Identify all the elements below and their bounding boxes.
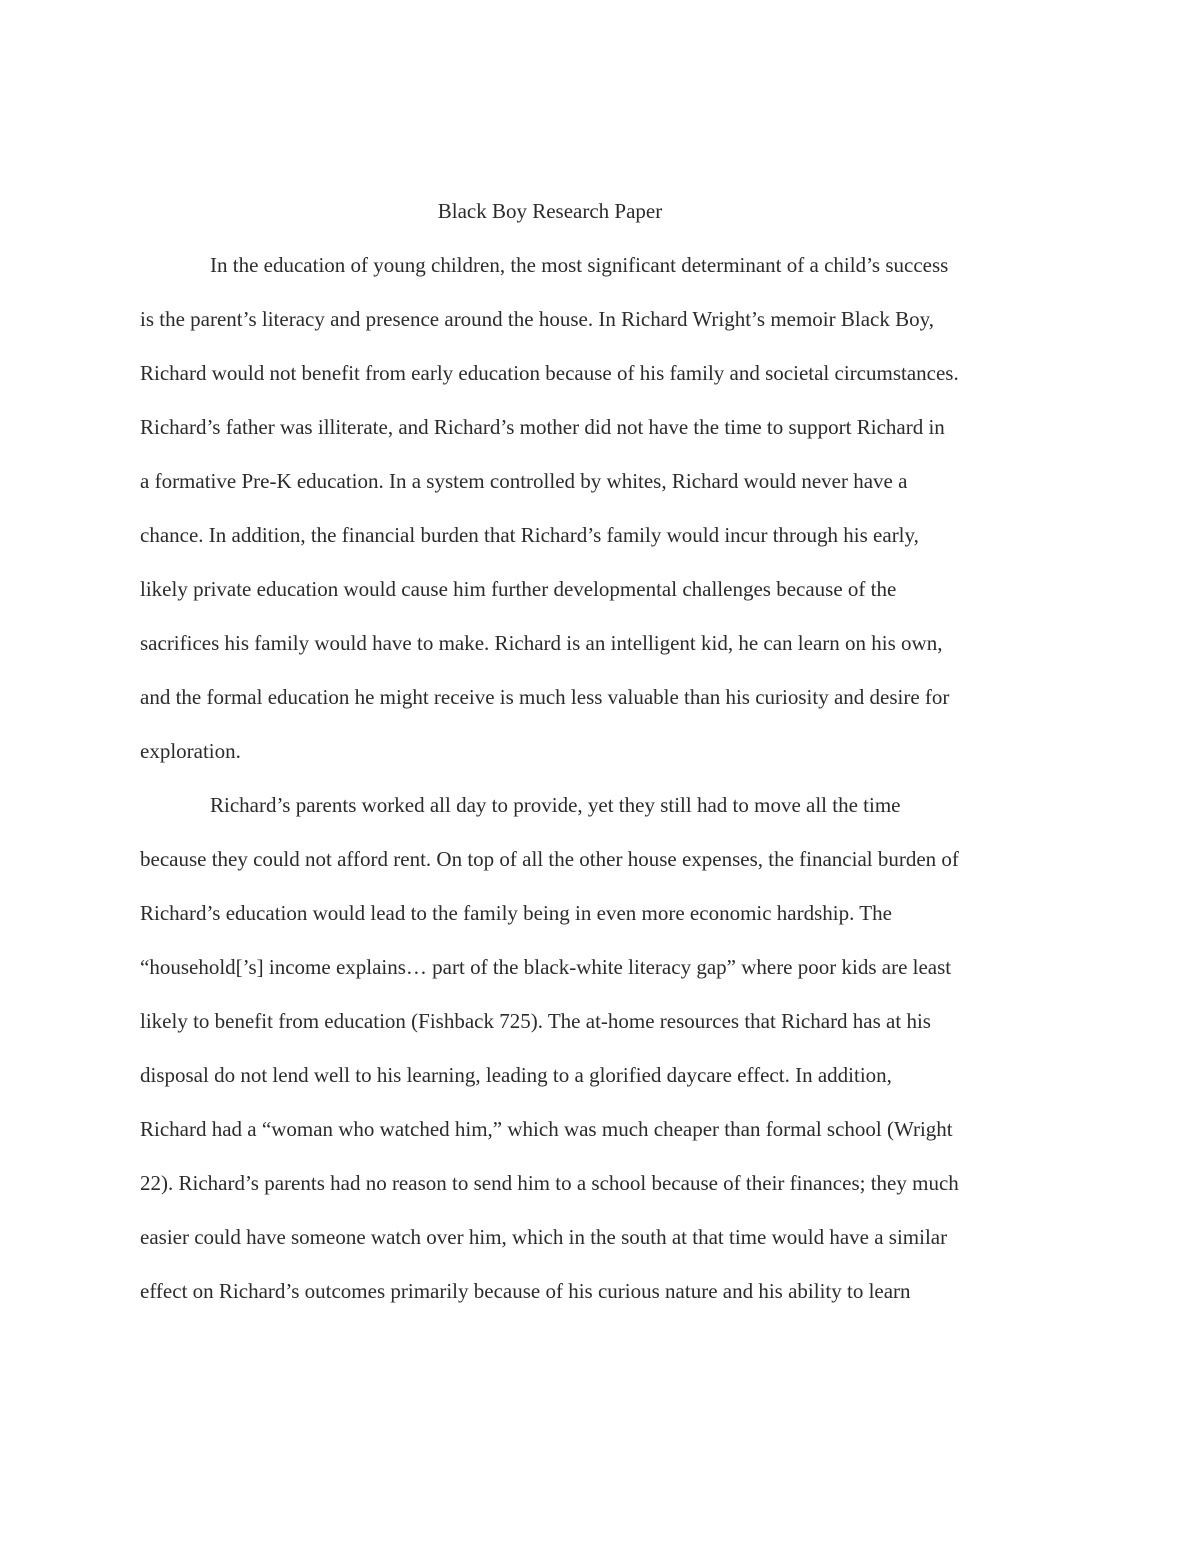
text-line: Richard’s parents worked all day to provide, yet they still had to move all the time	[210, 793, 901, 817]
text-line: likely private education would cause him further developmental challenges because of the	[140, 577, 897, 601]
text-line: Richard’s father was illiterate, and Richard’s mother did not have the time to support Richard in	[140, 415, 945, 439]
text-line: 22). Richard’s parents had no reason to send him to a school because of their finances; they much	[140, 1171, 959, 1195]
text-line: disposal do not lend well to his learning, leading to a glorified daycare effect. In addition,	[140, 1063, 892, 1087]
page-title: Black Boy Research Paper	[437, 199, 663, 223]
text-line: likely to benefit from education (Fishback 725). The at-home resources that Richard has at his	[140, 1009, 931, 1033]
text-line: a formative Pre-K education. In a system controlled by whites, Richard would never have a	[140, 469, 908, 493]
text-line: Richard’s education would lead to the family being in even more economic hardship. The	[140, 901, 892, 925]
text-line: exploration.	[140, 739, 241, 763]
text-line: chance. In addition, the financial burden that Richard’s family would incur through his early,	[140, 523, 919, 547]
text-line: because they could not afford rent. On top of all the other house expenses, the financial burden of	[140, 847, 959, 871]
text-line: is the parent’s literacy and presence around the house. In Richard Wright’s memoir Black Boy,	[140, 307, 935, 331]
text-line: Richard would not benefit from early education because of his family and societal circumstances.	[140, 361, 959, 385]
text-line: and the formal education he might receive is much less valuable than his curiosity and desire for	[140, 685, 950, 709]
text-line: Richard had a “woman who watched him,” which was much cheaper than formal school (Wright	[140, 1117, 953, 1141]
text-line: easier could have someone watch over him, which in the south at that time would have a similar	[140, 1225, 948, 1249]
text-line: In the education of young children, the most significant determinant of a child’s success	[210, 253, 949, 277]
text-line: “household[’s] income explains… part of the black-white literacy gap” where poor kids are least	[140, 955, 952, 979]
text-line: effect on Richard’s outcomes primarily because of his curious nature and his ability to learn	[140, 1279, 911, 1303]
text-line: sacrifices his family would have to make. Richard is an intelligent kid, he can learn on his own,	[140, 631, 943, 655]
